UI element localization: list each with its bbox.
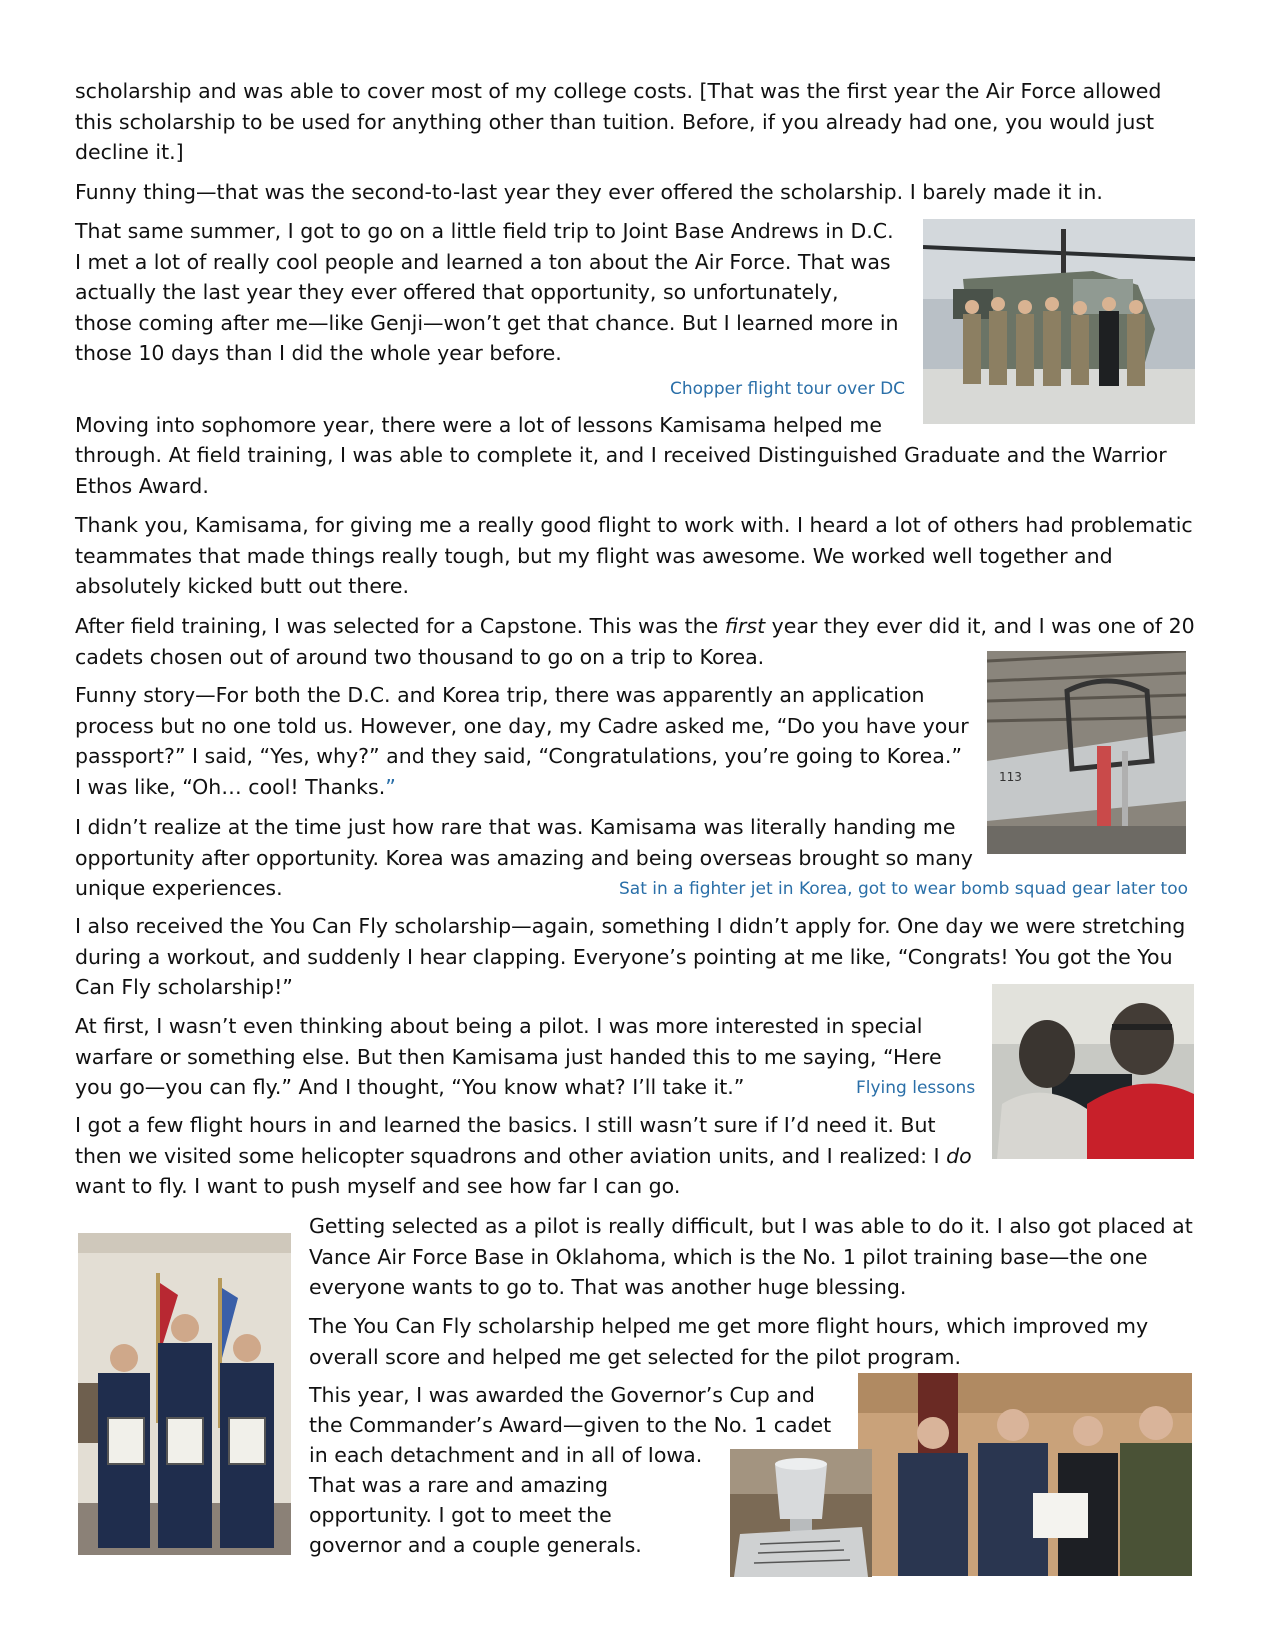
- flight-hours-emphasis: do: [946, 1143, 972, 1168]
- paragraph-scholarship: scholarship and was able to cover most of my college costs. [That was the first year the Air Force allowed this scholarship to be used for anything other than tuition. Before, if you already had one, you would just decline it.]: [75, 79, 1162, 164]
- paragraph-pilot-thoughts: At first, I wasn’t even thinking about being a pilot. I was more interested in special warfare or something else. But then Kamisama just handed this to me saying, “Here you go—you can fly.” And I thought, “You know what? I’ll take it.”: [75, 1014, 942, 1099]
- paragraph-joint-base-andrews: That same summer, I got to go on a little field trip to Joint Base Andrews in D.C. I met a lot of really cool people and learned a ton about the Air Force. That was actually the last year they ever offered that opportunity, so unfortunately, those coming after me—like Genji—won’t get that chance. But I learned more in those 10 days than I did the whole year before.: [75, 219, 899, 365]
- paragraph-rare-opportunity: I didn’t realize at the time just how rare that was. Kamisama was literally handing me opportunity after opportunity. Korea was amazing and being overseas brought so many unique experiences.: [75, 815, 973, 900]
- paragraph-you-can-fly: I also received the You Can Fly scholarship—again, something I didn’t apply for. One day we were stretching during a workout, and suddenly I hear clapping. Everyone’s pointing at me like, “Congrats! You got the You Can Fly scholarship!”: [75, 914, 1186, 999]
- governors-cup-line-1: This year, I was awarded the Governor’s Cup and: [309, 1383, 815, 1407]
- caption-fighter-jet: Sat in a fighter jet in Korea, got to wear bomb squad gear later too: [619, 879, 1189, 899]
- capstone-emphasis: first: [724, 614, 766, 638]
- paragraph-sophomore-rest: through. At field training, I was able to complete it, and I received Distinguished Graduate and the Warrior Ethos Award.: [75, 443, 1167, 498]
- governor-ceremony-photo: [858, 1373, 1192, 1576]
- governors-cup-line-4: That was a rare and amazing: [309, 1473, 608, 1497]
- paragraph-sophomore-line1: Moving into sophomore year, there were a lot of lessons Kamisama helped me: [75, 413, 882, 437]
- paragraph-flight-hours: [75, 1110, 975, 1202]
- fighter-jet-photo: [987, 651, 1186, 854]
- flying-lessons-photo: [992, 984, 1194, 1159]
- governors-cup-line-5: opportunity. I got to meet the: [309, 1503, 612, 1527]
- svg-text:113: 113: [999, 770, 1022, 784]
- governors-cup-line-3: in each detachment and in all of Iowa.: [309, 1443, 703, 1467]
- paragraph-pilot-selection: Getting selected as a pilot is really difficult, but I was able to do it. I also got placed at Vance Air Force Base in Oklahoma, which is the No. 1 pilot training base—the one everyone wants to go to. That was another huge blessing.: [309, 1214, 1193, 1299]
- caption-flying-lessons: Flying lessons: [856, 1078, 976, 1098]
- capstone-text-b: year they ever did it, and I was one of 20 cadets chosen out of around two thousand to go on a trip to Korea.: [75, 614, 1195, 669]
- korea-story-closing-quote: ”: [385, 774, 396, 799]
- flight-hours-text-b: want to fly. I want to push myself and see how far I can go.: [75, 1174, 681, 1198]
- governors-cup-line-2: the Commander’s Award—given to the No. 1 cadet: [309, 1413, 832, 1437]
- paragraph-thank-you-flight: Thank you, Kamisama, for giving me a really good flight to work with. I heard a lot of others had problematic teammates that made things really tough, but my flight was awesome. We worked well together and absolutely kicked butt out there.: [75, 513, 1193, 598]
- cadets-certificates-photo: [78, 1233, 291, 1555]
- flight-hours-text-a: I got a few flight hours in and learned the basics. I still wasn’t sure if I’d need it. But then we visited some helicopter squadrons and other aviation units, and I realized: I: [75, 1113, 947, 1168]
- paragraph-funny-thing: Funny thing—that was the second-to-last year they ever offered the scholarship. I barely made it in.: [75, 180, 1103, 204]
- helicopter-group-photo: [923, 219, 1195, 424]
- paragraph-korea-story: [75, 680, 971, 802]
- korea-story-text: Funny story—For both the D.C. and Korea trip, there was apparently an application process but no one told us. However, one day, my Cadre asked me, “Do you have your passport?” I said, “Yes, why?” and they said, “Congratulations, you’re going to Korea.” I was like, “Oh… cool! Thanks.: [75, 683, 969, 799]
- governors-cup-trophy-photo: [730, 1449, 872, 1577]
- capstone-text-a: After field training, I was selected for a Capstone. This was the: [75, 614, 725, 638]
- paragraph-scholarship-hours: The You Can Fly scholarship helped me get more flight hours, which improved my overall score and helped me get selected for the pilot program.: [309, 1314, 1149, 1369]
- caption-helicopter: Chopper flight tour over DC: [670, 379, 906, 399]
- governors-cup-line-6: governor and a couple generals.: [309, 1533, 642, 1557]
